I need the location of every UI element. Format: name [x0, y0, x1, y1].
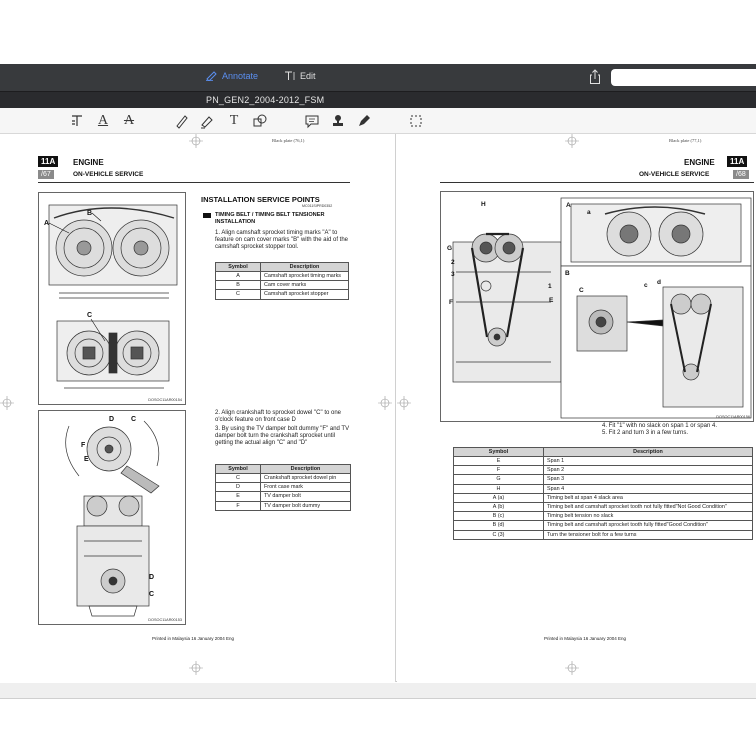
table-row: B (d) Timing belt and camshaft sprocket tooth fully fitted"Good Condition"	[454, 521, 753, 530]
crosshair-icon	[0, 396, 14, 410]
document-viewport[interactable]	[0, 134, 756, 682]
step-1: 1. Align camshaft sprocket timing marks "A" to feature on cam cover marks "B" with the aid of the camshaft sprocket stopper tool.	[215, 230, 348, 251]
next-page-strip	[0, 683, 756, 699]
search-input[interactable]	[611, 69, 756, 86]
text-box-icon[interactable]	[69, 113, 85, 129]
table-row: A (a) Timing belt at span 4 slack area	[454, 493, 753, 502]
label-d-small: d	[657, 279, 661, 286]
shapes-icon[interactable]	[252, 113, 268, 129]
page-footer: Printed in Malaysia 16 January 2004 Eng	[544, 636, 627, 641]
document-title: PN_GEN2_2004-2012_FSM	[206, 95, 325, 105]
label-c: C	[149, 591, 155, 598]
signature-icon[interactable]	[356, 113, 372, 129]
text-style-icon[interactable]: A	[97, 113, 109, 128]
crosshair-icon	[565, 661, 579, 675]
figure-crankshaft-alignment	[38, 410, 186, 625]
figure-code: DOSOC11AR00153	[148, 618, 182, 622]
table-row: A (b) Timing belt and camshaft sprocket tooth not fully fitted"Not Good Condition"	[454, 503, 753, 512]
step-3: 3. By using the TV damper bolt dummy "F" and TV damper bolt turn the crankshaft sprocket until getting the actual align "C" and "D"	[215, 426, 350, 447]
page-footer: Printed in Malaysia 16 January 2004 Eng	[152, 636, 235, 641]
label-c-small: c	[644, 282, 648, 289]
section-tag: 11A	[38, 156, 58, 167]
label-h: H	[481, 201, 486, 208]
annotation-toolbar	[0, 108, 756, 134]
stamp-icon[interactable]	[330, 113, 346, 129]
plate-label: Black plate (77,1)	[669, 138, 702, 143]
page-number: /67	[38, 170, 54, 179]
reference-code: MC011SIPRD0352	[302, 204, 333, 208]
col-symbol: Symbol	[216, 465, 261, 474]
crosshair-icon	[189, 661, 203, 675]
table-row: F Span 2	[454, 466, 753, 475]
timing-belt-diagram	[441, 192, 753, 421]
label-3: 3	[451, 271, 455, 278]
comment-icon[interactable]	[304, 113, 320, 129]
annotate-tab[interactable]	[205, 71, 258, 81]
label-f: F	[449, 299, 453, 306]
label-2: 2	[451, 259, 455, 266]
table-row: C Camshaft sprocket stopper	[216, 290, 349, 299]
page-title: ENGINE	[684, 158, 715, 167]
section-tag: 11A	[727, 156, 747, 167]
pen-icon	[205, 71, 217, 81]
bullet-marker	[203, 213, 211, 218]
label-b: B	[87, 210, 93, 217]
step-4: 4. Fit "1" with no slack on span 1 or span 4.	[602, 423, 717, 429]
plate-label: Black plate (76,1)	[272, 138, 305, 143]
page-subtitle: ON-VEHICLE SERVICE	[73, 171, 144, 178]
figure-code: DOSOC11AR00156	[716, 415, 750, 419]
label-c: C	[131, 416, 137, 423]
table-row: B (c) Timing belt tension no slack	[454, 512, 753, 521]
table-row: C (3) Turn the tensioner bolt for a few turns	[454, 530, 753, 539]
figure-camshaft-sprockets	[38, 192, 186, 405]
edit-tab[interactable]	[284, 71, 316, 81]
col-description: Description	[544, 448, 753, 457]
table-row: C Crankshaft sprocket dowel pin	[216, 474, 351, 483]
label-a: A	[566, 202, 571, 209]
page-subtitle: ON-VEHICLE SERVICE	[639, 171, 710, 178]
table-row: E TV damper bolt	[216, 492, 351, 501]
col-symbol: Symbol	[454, 448, 544, 457]
page-right	[397, 134, 756, 682]
subsection-heading: TIMING BELT / TIMING BELT TENSIONER INSTALLATION	[215, 212, 325, 225]
section-heading: INSTALLATION SERVICE POINTS	[201, 195, 320, 204]
page-title: ENGINE	[73, 158, 104, 167]
crosshair-icon	[378, 396, 392, 410]
text-icon[interactable]: T	[229, 113, 239, 128]
label-c: C	[87, 312, 93, 319]
top-toolbar	[0, 64, 756, 91]
edit-label: Edit	[300, 71, 316, 81]
step-2: 2. Align crankshaft to sprocket dowel "C" to one o'clock feature on front case D	[215, 410, 341, 424]
selection-icon[interactable]	[408, 113, 424, 129]
header-rule	[440, 182, 754, 183]
share-icon[interactable]	[588, 69, 602, 85]
step-5: 5. Fit 2 and turn 3 in a few turns.	[602, 430, 689, 436]
label-b: B	[565, 270, 570, 277]
crosshair-icon	[189, 134, 203, 148]
page-left	[0, 134, 396, 682]
crankshaft-diagram	[39, 411, 185, 624]
symbol-table-3	[453, 447, 753, 540]
symbol-table-2	[215, 464, 351, 511]
label-f: F	[81, 442, 86, 449]
table-row: A Camshaft sprocket timing marks	[216, 272, 349, 281]
camshaft-diagram	[39, 193, 185, 404]
crosshair-icon	[565, 134, 579, 148]
label-1: 1	[548, 283, 552, 290]
strikethrough-icon[interactable]: A	[123, 113, 135, 128]
annotate-label: Annotate	[222, 71, 259, 81]
page-number: /68	[733, 170, 749, 179]
label-d: D	[149, 574, 155, 581]
crosshair-icon	[397, 396, 411, 410]
table-row: D Front case mark	[216, 483, 351, 492]
label-e: E	[84, 456, 89, 463]
table-row: B Cam cover marks	[216, 281, 349, 290]
col-description: Description	[261, 465, 351, 474]
table-row: H Span 4	[454, 484, 753, 493]
text-cursor-icon	[284, 71, 296, 81]
document-title-bar	[0, 91, 756, 108]
figure-code: DOSOC11AR00154	[148, 398, 182, 402]
table-row: F TV damper bolt dummy	[216, 501, 351, 510]
table-row: E Span 1	[454, 457, 753, 466]
col-description: Description	[261, 263, 349, 272]
col-symbol: Symbol	[216, 263, 261, 272]
table-row: G Span 3	[454, 475, 753, 484]
highlighter-icon[interactable]	[199, 113, 215, 129]
label-c: C	[579, 287, 584, 294]
pen-icon[interactable]	[173, 113, 189, 129]
label-a: A	[44, 220, 50, 227]
figure-timing-belt	[440, 191, 754, 422]
header-rule	[38, 182, 350, 183]
label-d: D	[109, 416, 115, 423]
label-e: E	[549, 297, 554, 304]
label-g: G	[447, 245, 453, 252]
symbol-table-1	[215, 262, 349, 300]
label-a-small: a	[587, 209, 591, 216]
